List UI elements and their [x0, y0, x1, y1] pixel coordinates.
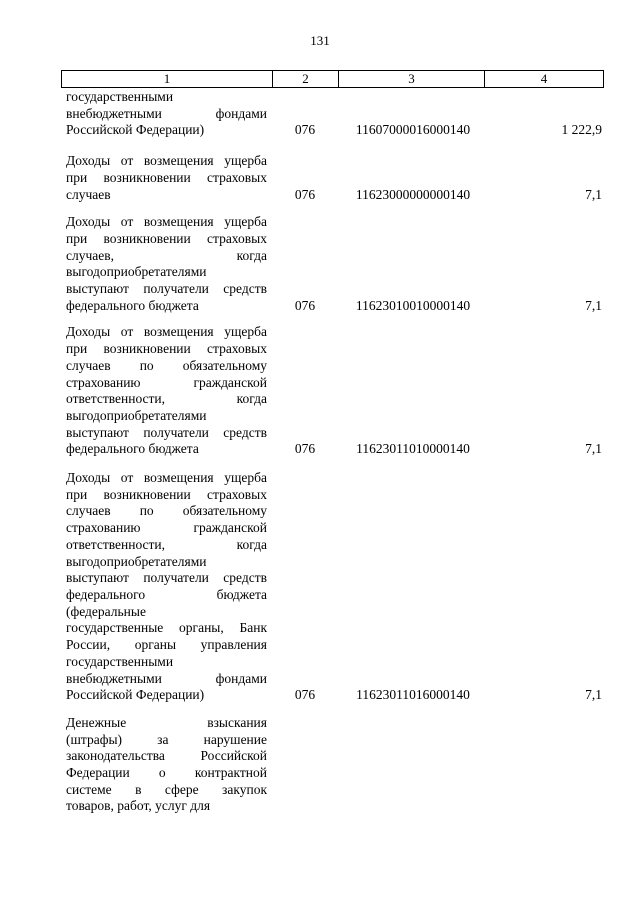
revenue-name-line: Доходы от возмещения ущерба	[66, 214, 267, 230]
revenue-name-line: выгодоприобретателями	[66, 553, 207, 569]
revenue-name-line: случаев, когда	[66, 247, 267, 263]
column-header-row	[62, 71, 604, 88]
admin-code: 076	[294, 122, 316, 138]
revenue-name-line: (федеральные	[66, 603, 146, 619]
budget-classification-code: 11623000000000140	[355, 186, 471, 202]
revenue-name-line: системе в сфере закупок	[66, 781, 267, 797]
table-row	[0, 89, 640, 139]
revenue-name-line: ответственности, когда	[66, 391, 267, 407]
revenue-name	[66, 470, 267, 704]
amount-value: 1 222,9	[561, 122, 602, 138]
revenue-name	[66, 89, 267, 139]
table-row	[0, 153, 640, 203]
budget-classification-code: 11623011010000140	[356, 441, 470, 457]
revenue-name-line: Доходы от возмещения ущерба	[66, 324, 267, 340]
revenue-name-line: Денежные взыскания	[66, 714, 267, 730]
revenue-name-line: государственными	[66, 89, 174, 104]
revenue-name-line: ответственности, когда	[66, 536, 267, 552]
revenue-name-line: выступают получатели средств	[66, 424, 267, 440]
revenue-name	[66, 715, 267, 815]
revenue-name-line: выступают получатели средств	[66, 281, 267, 297]
revenue-name-line: случаев по обязательному	[66, 503, 267, 519]
revenue-name	[66, 214, 267, 314]
revenue-name-line: страхованию гражданской	[66, 520, 267, 536]
revenue-name-line: (штрафы) за нарушение	[66, 731, 267, 747]
amount-value: 7,1	[585, 441, 602, 457]
revenue-name-line: государственные органы, Банк	[66, 620, 267, 636]
revenue-name-line: при возникновении страховых	[66, 486, 267, 502]
revenue-name-line: выступают получатели средств	[66, 570, 267, 586]
column-header-2: 2	[273, 71, 339, 88]
table-row	[0, 214, 640, 314]
revenue-name-line: государственными	[66, 653, 174, 669]
admin-code: 076	[294, 297, 316, 313]
table-row	[0, 324, 640, 458]
column-header-3: 3	[339, 71, 485, 88]
revenue-name-line: внебюджетными фондами	[66, 670, 267, 686]
budget-classification-code: 11623010010000140	[355, 297, 471, 313]
revenue-name-line: России, органы управления	[66, 637, 267, 653]
amount-value: 7,1	[585, 297, 602, 313]
revenue-table-body	[0, 89, 640, 815]
revenue-name-line: страхованию гражданской	[66, 374, 267, 390]
revenue-name-line: при возникновении страховых	[66, 341, 267, 357]
admin-code: 076	[294, 441, 316, 457]
revenue-name-line: федерального бюджета	[66, 441, 199, 457]
revenue-name-line: случаев	[66, 186, 111, 202]
revenue-name-line: Федерации о контрактной	[66, 765, 267, 781]
revenue-name-line: выгодоприобретателями	[66, 407, 207, 423]
revenue-name-line: внебюджетными фондами	[66, 105, 267, 121]
amount-value: 7,1	[585, 186, 602, 202]
table-row	[0, 715, 640, 815]
revenue-name	[66, 324, 267, 458]
revenue-name-line: при возникновении страховых	[66, 230, 267, 246]
amount-value: 7,1	[585, 687, 602, 703]
budget-classification-code: 11607000016000140	[355, 122, 471, 138]
page-number: 131	[310, 33, 330, 48]
revenue-name-line: выгодоприобретателями	[66, 264, 207, 280]
revenue-name-line: федерального бюджета	[66, 297, 199, 313]
admin-code: 076	[294, 687, 316, 703]
column-header-1: 1	[62, 71, 273, 88]
revenue-name-line: законодательства Российской	[66, 748, 267, 764]
revenue-name-line: Доходы от возмещения ущерба	[66, 470, 267, 486]
revenue-name-line: Доходы от возмещения ущерба	[66, 153, 267, 169]
revenue-name-line: случаев по обязательному	[66, 357, 267, 373]
admin-code: 076	[294, 186, 316, 202]
revenue-name-line: федерального бюджета	[66, 586, 267, 602]
revenue-name-line: при возникновении страховых	[66, 169, 267, 185]
budget-classification-code: 11623011016000140	[356, 687, 470, 703]
revenue-name-line: Российской Федерации)	[66, 122, 205, 138]
revenue-name-line: Российской Федерации)	[66, 687, 205, 703]
revenue-name-line: товаров, работ, услуг для	[66, 798, 211, 814]
column-header-table	[61, 70, 604, 88]
revenue-name	[66, 153, 267, 203]
table-row	[0, 470, 640, 704]
column-header-4: 4	[485, 71, 604, 88]
